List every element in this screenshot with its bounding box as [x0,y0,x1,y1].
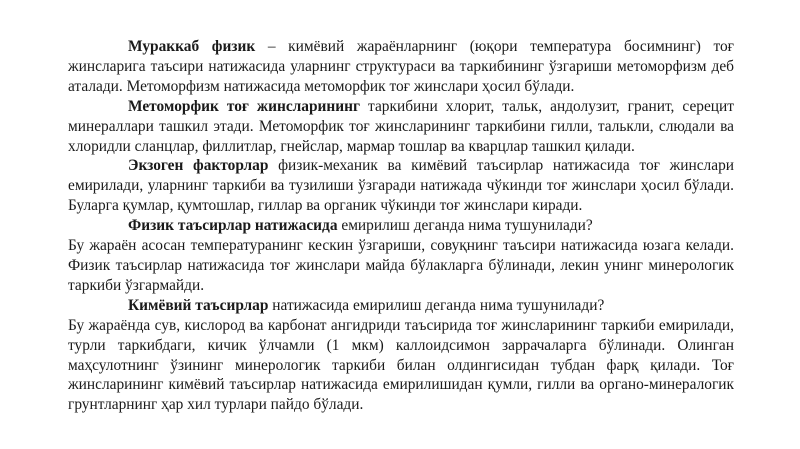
term-complex-physical: Мураккаб физик [128,38,256,55]
paragraph-physical-effects-question [68,216,734,236]
term-physical-effects: Физик таъсирлар натижасида [128,217,338,235]
paragraph-text: Бу жараён асосан температуранинг кескин ўзгариши, совуқнинг таъсири натижасида юзага келади. Физик таъсирлар натижасида тоғ жинслари майда бўлакларга бўлинади, лекин унинг минерологик таркиби ўзгармайди. [68,237,734,294]
paragraph-text: физик-механик ва кимёвий таъсирлар натижасида тоғ жинслари емирилади, уларнинг таркиби ва тузилиши ўзгаради натижада чўкинди тоғ жинслари ҳосил бўлади. Буларга қумлар, қумтошлар, гиллар ва органик чўкинди тоғ жинслари киради. [68,157,735,215]
term-exogenous-factors: Экзоген факторлар [128,157,269,175]
paragraph-text: – кимёвий жараёнларнинг (юқори температура босимнинг) тоғ жинсларига таъсири натижасида уларнинг структураси ва таркибининг ўзгариши метоморфизм деб аталади. Метоморфизм натижасида метоморфик тоғ жинслари ҳосил бўлади. [68,38,734,95]
term-metamorphic-rocks: Метоморфик тоғ жинсларининг [128,97,361,115]
document-page [68,37,734,415]
paragraph-chemical-effects-question [68,296,734,316]
paragraph-text: таркибини хлорит, тальк, андолузит, гранит, серецит минераллари ташкил этади. Метоморфик тоғ жинсларининг таркибини гилли, талькли, слюдали ва хлоридли сланцлар, филлитлар, гнейслар, мармар тошлар ва кварцлар ташкил қилади. [68,97,734,155]
paragraph-complex-physical [68,37,734,97]
term-chemical-effects: Кимёвий таъсирлар [128,296,269,314]
paragraph-metamorphic-rocks [68,97,734,157]
paragraph-text: емирилиш деганда нима тушунилади? [337,217,593,235]
paragraph-text: Бу жараёнда сув, кислород ва карбонат ангидриди таъсирида тоғ жинсларининг таркиби емирилади, турли таркибдаги, кичик ўлчамли (1 мкм) каллоидсимон заррачаларга бўлинади. Олинган маҳсулотнинг ўзининг минерологик таркиби билан олдингисидан тубдан фарқ қилади. Тоғ жинсларининг кимёвий таъсирлар натижасида емирилишидан қумли, гилли ва органо-минералогик грунтларнинг ҳар хил турлари пайдо бўлади. [68,316,734,414]
paragraph-physical-effects-answer [68,236,734,296]
paragraph-exogenous-factors [68,156,734,216]
paragraph-chemical-effects-answer [68,316,734,416]
paragraph-text: натижасида емирилиш деганда нима тушунилади? [268,296,605,314]
